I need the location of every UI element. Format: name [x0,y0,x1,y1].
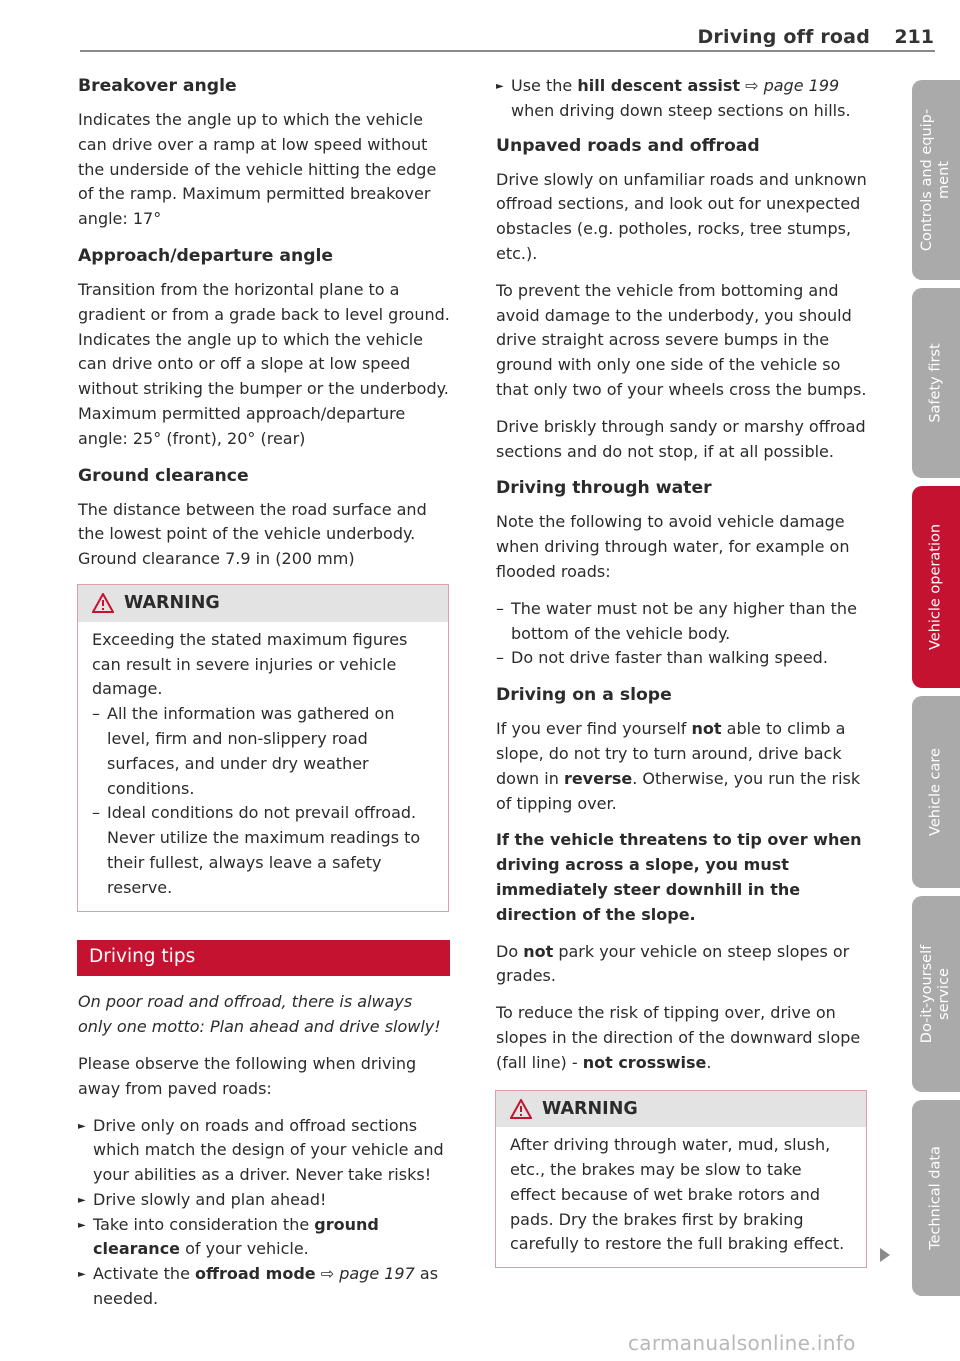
clearance-text: The distance between the road surface and the lowest point of the vehicle underbody. Ground clearance 7.9 in (200 mm) [78,499,427,569]
warning-triangle-icon [92,593,114,613]
driving-tips-lead: Please observe the following when driving away from paved roads: [78,1053,417,1098]
tip-item: ► Drive only on roads and offroad sections which match the design of your vehicle and your abilities as a driver. Never take risks! [78,1114,450,1188]
warning-header [78,585,448,622]
section-heading-driving-tips: Driving tips [77,940,450,977]
right-column [496,74,868,1268]
warning-title: WARNING [124,592,220,613]
tab-label: Do-it-yourself service [919,944,952,1044]
tab-technical-data[interactable] [912,1100,960,1296]
approach-heading: Approach/departure angle [78,245,334,266]
warning-triangle-icon [510,1099,532,1119]
driving-tips-list [78,1114,450,1312]
warning-text: After driving through water, mud, slush, etc., the brakes may be slow to take effect because of wet brake rotors and pads. Dry the brakes first by braking carefully to restore the full braking effect. [510,1135,845,1254]
warning-box [77,584,449,912]
warning-header [496,1091,866,1128]
tab-label: Vehicle operation [927,523,944,651]
slope-text-4: To reduce the risk of tipping over, drive on slopes in the direction of the downward slope (fall line) - not crosswise. [496,1003,861,1072]
left-column [78,74,450,1324]
approach-text: Transition from the horizontal plane to a gradient or from a grade back to level ground. Indicates the angle up to which the vehicle can drive onto or off a slope at low speed without striking the bumper or the underbody. Maximum permitted approach/departure angle: 25° (front), 20° (rear) [78,279,450,448]
slope-heading: Driving on a slope [496,685,672,706]
breakover-text: Indicates the angle up to which the vehicle can drive over a ramp at low speed without the underside of the vehicle hitting the edge of the ramp. Maximum permitted breakover angle: 17° [78,110,437,229]
tip-item: ► Use the hill descent assist ⇨ page 199 when driving down steep sections on hills. [496,74,868,124]
warning-box [495,1090,867,1269]
slope-text-1: If you ever find yourself not able to climb a slope, do not try to turn around, drive back down in reverse. Otherwise, you run the risk of tipping over. [496,719,861,813]
hill-descent-term: hill descent assist [577,76,741,95]
continue-arrow-icon [880,1248,890,1262]
tab-label: Safety first [927,343,944,423]
page-reference-link[interactable]: ⇨ page 199 [740,76,840,95]
slope-text-2: If the vehicle threatens to tip over when driving across a slope, you must immediately steer downhill in the direction of the slope. [496,830,862,924]
tab-safety-first[interactable] [912,288,960,478]
header-divider [80,50,935,52]
tab-vehicle-operation[interactable] [912,486,960,688]
water-intro: Note the following to avoid vehicle damage when driving through water, for example on flooded roads: [496,512,850,581]
unpaved-text-2: To prevent the vehicle from bottoming and avoid damage to the underbody, you should drive straight across severe bumps in the ground with only one side of the vehicle so that only two of your wheels cross the bumps. [496,280,867,399]
warning-intro: Exceeding the stated maximum figures can result in severe injuries or vehicle damage. [92,629,408,699]
watermark: carmanualsonline.info [628,1331,856,1355]
warning-list-item: – All the information was gathered on level, firm and non-slippery road surfaces, and under dry weather conditions. [92,702,434,801]
water-list [496,597,868,671]
page-number: 211 [894,26,934,48]
unpaved-text-1: Drive slowly on unfamiliar roads and unknown offroad sections, and look out for unexpected obstacles (e.g. potholes, rocks, tree stumps, etc.). [496,169,867,263]
tab-label: Controls and equip- ment [919,108,952,252]
water-list-item: – Do not drive faster than walking speed. [496,646,868,671]
ground-clearance-term: ground clearance [93,1214,379,1259]
warning-body [78,622,448,911]
slope-text-3: Do not park your vehicle on steep slopes or grades. [496,941,850,986]
tab-label: Technical data [927,1146,944,1250]
page-reference-link[interactable]: ⇨ page 197 [315,1264,415,1284]
warning-title: WARNING [542,1098,638,1119]
running-header-title: Driving off road [697,26,870,48]
offroad-mode-term: offroad mode [195,1264,316,1284]
tab-do-it-yourself-service[interactable] [912,896,960,1092]
warning-list-item: – Ideal conditions do not prevail offroad. Never utilize the maximum readings to their fullest, always leave a safety reserve. [92,801,434,900]
unpaved-text-3: Drive briskly through sandy or marshy offroad sections and do not stop, if at all possible. [496,416,866,461]
tip-item: ► Drive slowly and plan ahead! [78,1188,450,1213]
unpaved-heading: Unpaved roads and offroad [496,135,760,156]
warning-list [92,702,434,900]
hill-descent-list [496,74,868,124]
breakover-heading: Breakover angle [78,76,237,96]
clearance-heading: Ground clearance [78,465,249,486]
tab-controls-and-equipment[interactable] [912,80,960,280]
water-list-item: – The water must not be any higher than the bottom of the vehicle body. [496,597,868,647]
driving-tips-intro: On poor road and offroad, there is always only one motto: Plan ahead and drive slowly! [78,992,441,1037]
tab-vehicle-care[interactable] [912,696,960,888]
water-heading: Driving through water [496,478,712,499]
tip-item: ► Activate the offroad mode ⇨ page 197 as needed. [78,1262,450,1312]
tip-item: ► Take into consideration the ground clearance of your vehicle. [78,1213,450,1263]
warning-body [496,1127,866,1267]
tab-label: Vehicle care [927,748,944,836]
